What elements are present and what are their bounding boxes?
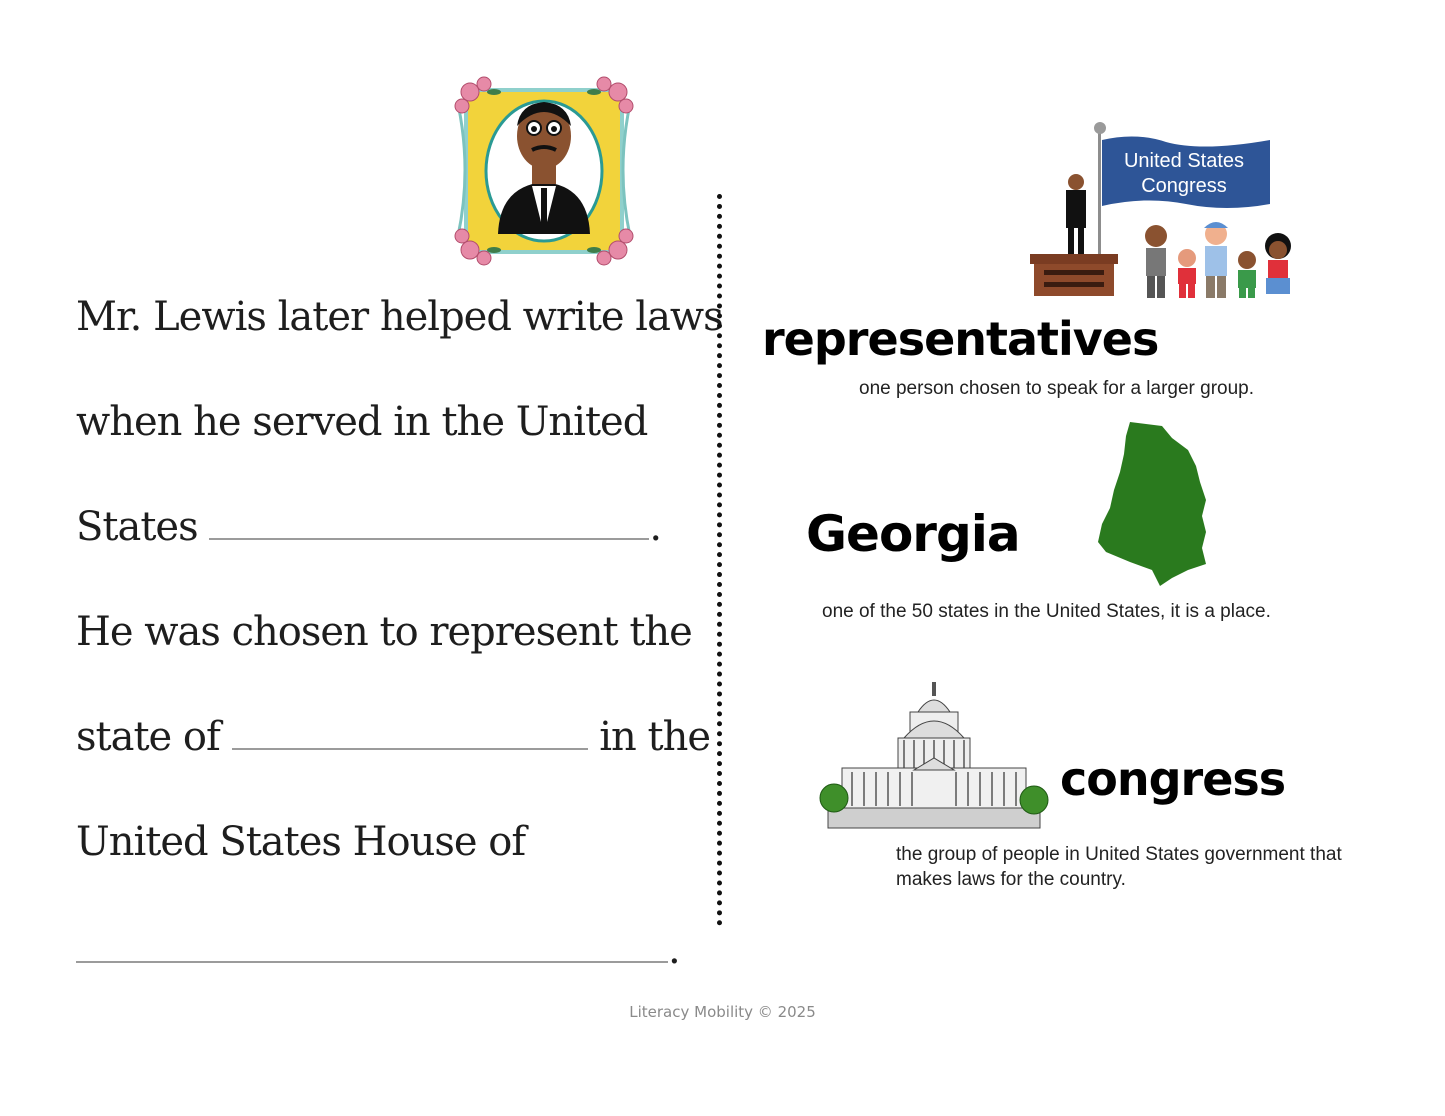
story-text: . — [668, 927, 680, 973]
story-text: States — [76, 504, 198, 550]
vocab-word-representatives: representatives — [762, 312, 1159, 366]
story-line-7 — [76, 927, 680, 973]
answer-blank-representatives[interactable] — [76, 935, 668, 963]
capitol-building-icon — [818, 682, 1052, 834]
congress-flag-scene-icon — [1026, 120, 1302, 306]
page-divider — [717, 194, 722, 926]
story-line-4 — [76, 609, 692, 655]
story-text: . — [649, 504, 662, 550]
story-line-3 — [76, 504, 662, 550]
flag-text-line-2: Congress — [1141, 175, 1227, 197]
story-line-1 — [76, 294, 723, 340]
flag-text-line-1: United States — [1123, 150, 1245, 172]
vocab-word-georgia: Georgia — [806, 505, 1020, 563]
portrait-frame-icon — [452, 74, 636, 266]
story-text: Mr. Lewis later helped write laws — [76, 294, 723, 340]
story-text: He was chosen to represent the — [76, 609, 692, 655]
answer-blank-congress[interactable] — [209, 512, 649, 540]
vocab-definition-congress: the group of people in United States government that makes laws for the country. — [896, 844, 1342, 890]
answer-blank-georgia[interactable] — [232, 722, 588, 750]
story-line-6 — [76, 819, 526, 865]
georgia-map-icon — [1096, 420, 1210, 588]
vocab-word-congress: congress — [1060, 752, 1286, 806]
vocab-definition-representatives: one person chosen to speak for a larger group. — [859, 378, 1255, 399]
story-text: when he served in the United — [76, 399, 648, 445]
story-text: in the — [599, 714, 711, 760]
story-text: state of — [76, 714, 220, 760]
story-line-5 — [76, 714, 711, 760]
footer-copyright: Literacy Mobility © 2025 — [629, 1003, 816, 1021]
story-line-2 — [76, 399, 648, 445]
story-text: United States House of — [76, 819, 526, 865]
vocab-definition-georgia: one of the 50 states in the United States, it is a place. — [822, 601, 1271, 622]
